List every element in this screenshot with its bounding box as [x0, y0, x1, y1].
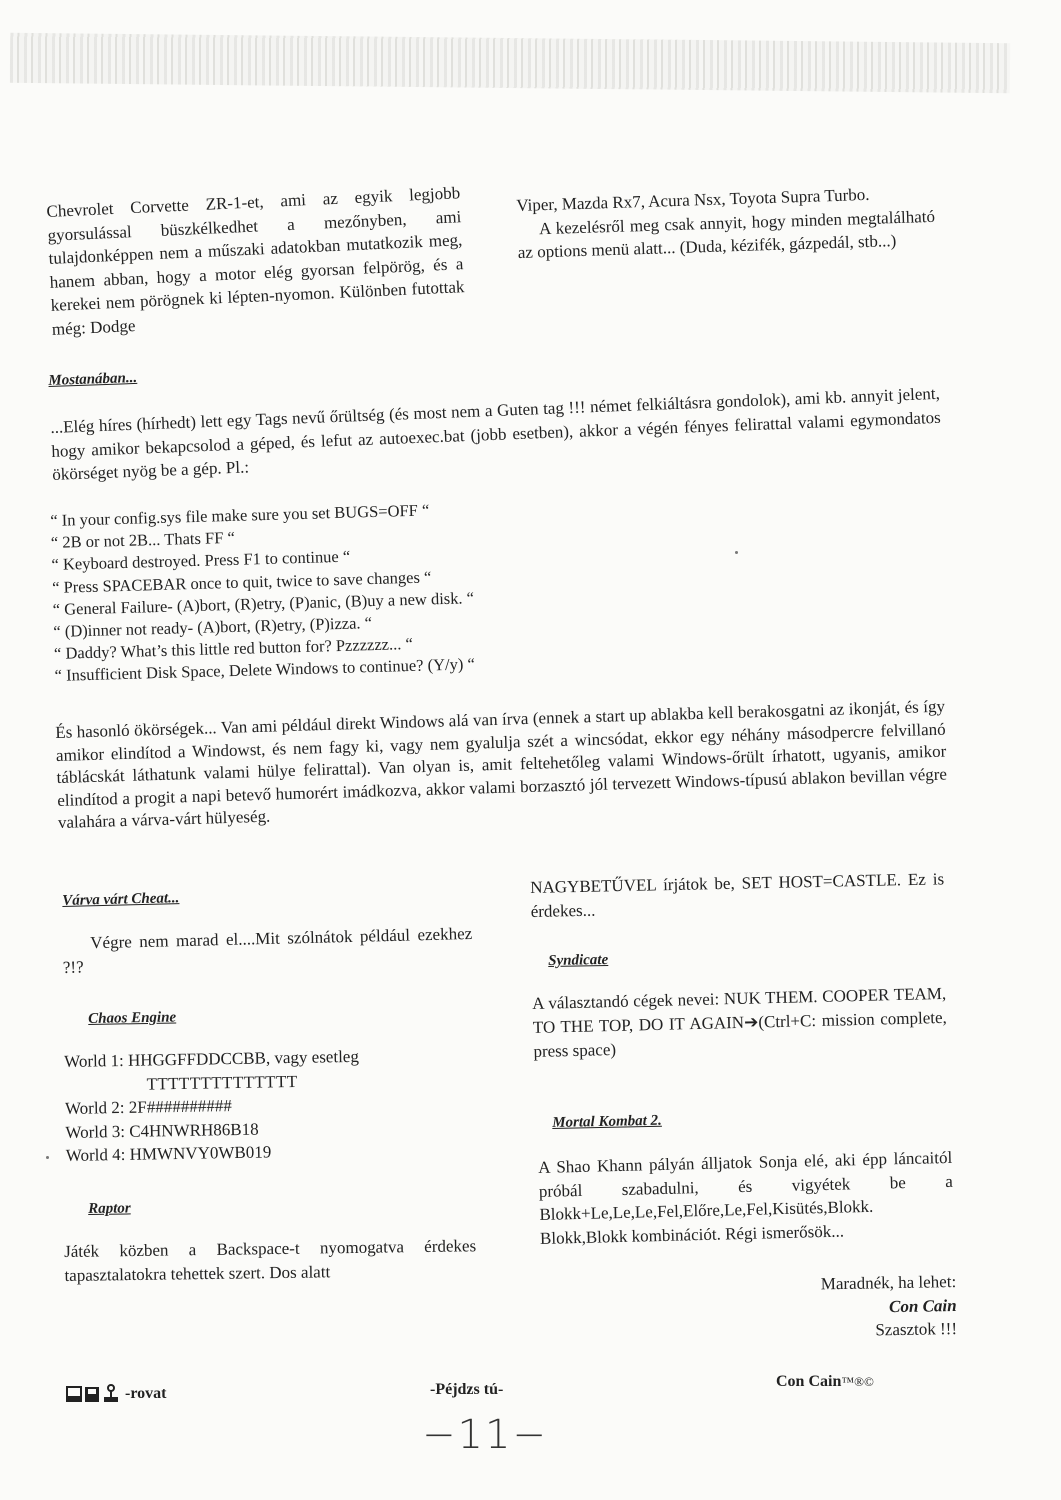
intro-right-column [516, 181, 936, 265]
disk-icon [85, 1387, 99, 1402]
syndicate-text [532, 982, 948, 1064]
world-code: World 4: HMWNVY0WB019 [65, 1142, 272, 1165]
quote-item: “ (D)inner not ready- (A)bort, (R)etry, (P)izza. “ [53, 613, 373, 641]
syndicate-text-after: (Ctrl+C: mission complete, press space) [533, 1007, 947, 1061]
quote-item: “ Press SPACEBAR once to quit, twice to save changes “ [51, 566, 432, 597]
syndicate-heading: Syndicate [548, 951, 609, 969]
mortal-kombat-text: A Shao Khann pályán álljatok Sonja elé, aki épp láncaitól próbál szabadulni, és vigyétek be a Blokk+Le,Le,Le,Fel,Előre,Le,Fel,Kisütés,Blokk. Blokk,Blokk kombinációt. Régi ismerősök... [538, 1147, 953, 1248]
signature-line-1: Maradnék, ha lehet: [820, 1271, 957, 1294]
column-name: -rovat [125, 1385, 167, 1402]
hasonlo-paragraph: És hasonló ökörségek... Van ami például direkt Windows alá van írva (ennek a start up ablakba kell berakosgatni az ikonját, és így amikor elindítod a Windowst, és nem fagy ki, vagy nem gyalulja szét a wincsódat, ekkor egy néhány másodpercre felvillanó táblácskát láthatunk valami hülye felirattal). Van olyan is, amit feltehetőleg valami Windows-őrült írhatott, ugyanis, amikor elindítod a progit a napi betevő humorért imádkozva, akkor valami borzasztó jól tervezett Windows-típusú ablakon bevillan végre valahára a várva-várt hülyeség. [55, 696, 948, 832]
cheat-heading: Várva várt Cheat... [62, 890, 180, 909]
mostanaban-paragraph-wrap [50, 382, 942, 487]
footer-author-marks: ™®© [841, 1374, 874, 1389]
mostanaban-heading: Mostanában... [48, 369, 138, 389]
mortal-kombat-heading-wrap [552, 1110, 662, 1136]
syndicate-text-wrap [532, 982, 948, 1064]
raptor-text: Játék közben a Backspace-t nyomogatva érdekes tapasztalatokra tehettek szert. Dos alatt [64, 1236, 477, 1285]
raptor-continuation-wrap [530, 867, 945, 923]
scan-speck [735, 551, 738, 554]
quote-item: “ In your config.sys file make sure you set BUGS=OFF “ [50, 500, 430, 530]
intro-right-text-2: A kezelésről meg csak annyit, hogy minden megtalálható az options menü alatt... (Duda, kézifék, gázpedál, stb...) [517, 206, 936, 262]
joystick-icon [104, 1385, 118, 1402]
syndicate-text-before: A választandó cégek nevei: NUK THEM. COOPER TEAM, TO THE TOP, DO IT AGAIN [532, 983, 947, 1037]
signature-name: Con Cain [888, 1295, 957, 1316]
cheat-heading-wrap [62, 887, 180, 913]
quote-item: “ Insufficient Disk Space, Delete Windows to continue? (Y/y) “ [54, 654, 476, 686]
intro-right-text-1: Viper, Mazda Rx7, Acura Nsx, Toyota Supra Turbo. [516, 184, 870, 215]
mortal-kombat-text-wrap [538, 1146, 954, 1250]
right-arrow-icon: ➔ [743, 1011, 759, 1033]
world-code: World 2: 2F########## [64, 1096, 232, 1118]
signature-line-3: Szasztok !!! [875, 1318, 958, 1340]
mostanaban-paragraph: ...Elég híres (hírhedt) lett egy Tags nevű őrültség (és most nem a Guten tag !!! német felkiáltásra gondolok), ami kb. annyit jelent, hogy amikor bekapcsolod a géped, és lefut az autoexec.bat (jobb esetben), akkor a végén fényes felirattal valami egymondatos ökörséget nyög be a gép. Pl.: [50, 383, 942, 484]
world-code: World 3: C4HNWRH86B18 [65, 1119, 259, 1142]
intro-left-column [46, 181, 466, 341]
footer-author [776, 1370, 874, 1394]
mortal-kombat-heading: Mortal Kombat 2. [552, 1112, 662, 1131]
intro-left-text: Chevrolet Corvette ZR-1-et, ami az egyik legjobb gyorsulással büszkélkedhet a mezőnyben, ami tulajdonképpen nem a műszaki adatokban mutatkozik meg, hanem abban, hogy a motor elég gyorsan felpörög, és a kerekei nem pörögnek ki lépten-nyomon. Különben futottak még: Dodge [46, 183, 465, 339]
syndicate-heading-wrap [548, 949, 608, 974]
quote-item: “ Keyboard destroyed. Press F1 to continue “ [51, 547, 351, 575]
scan-speck [46, 1156, 49, 1159]
cheat-intro: Végre nem marad el....Mit szólnátok például ezekhez ?!? [62, 923, 473, 977]
quote-item: “ General Failure- (A)bort, (R)etry, (P)anic, (B)uy a new disk. “ [52, 588, 475, 619]
chaos-heading-wrap [88, 1006, 176, 1031]
footer-author-name: Con Cain [776, 1373, 842, 1390]
chaos-engine-heading: Chaos Engine [88, 1009, 177, 1027]
world-code: World 1: HHGGFFDDCCBB, vagy esetleg [64, 1046, 360, 1071]
quote-item: “ Daddy? What’s this little red button for? Pzzzzzz... “ [53, 634, 414, 664]
cheat-intro-wrap [62, 922, 473, 979]
chaos-world-list [64, 1043, 466, 1167]
raptor-continuation: NAGYBETŰVEL írjátok be, SET HOST=CASTLE. Ez is érdekes... [530, 869, 945, 921]
footer-left [66, 1382, 166, 1406]
column-icons [66, 1384, 122, 1404]
raptor-heading: Raptor [88, 1200, 131, 1217]
raptor-heading-wrap [88, 1197, 131, 1221]
computer-icon [66, 1387, 82, 1402]
hasonlo-paragraph-wrap [55, 696, 948, 835]
mostanaban-heading-wrap [48, 367, 138, 394]
scan-artifact-band [10, 33, 1010, 93]
quote-item: “ 2B or not 2B... Thats FF “ [50, 528, 236, 553]
signature-block [720, 1270, 957, 1345]
quote-list [50, 494, 615, 687]
footer-center: -Péjdzs tú- [430, 1381, 504, 1398]
raptor-text-wrap [64, 1234, 477, 1287]
world-code-continuation: TTTTTTTTTTTTTT [146, 1071, 298, 1094]
page-number: −11− [422, 1412, 548, 1458]
